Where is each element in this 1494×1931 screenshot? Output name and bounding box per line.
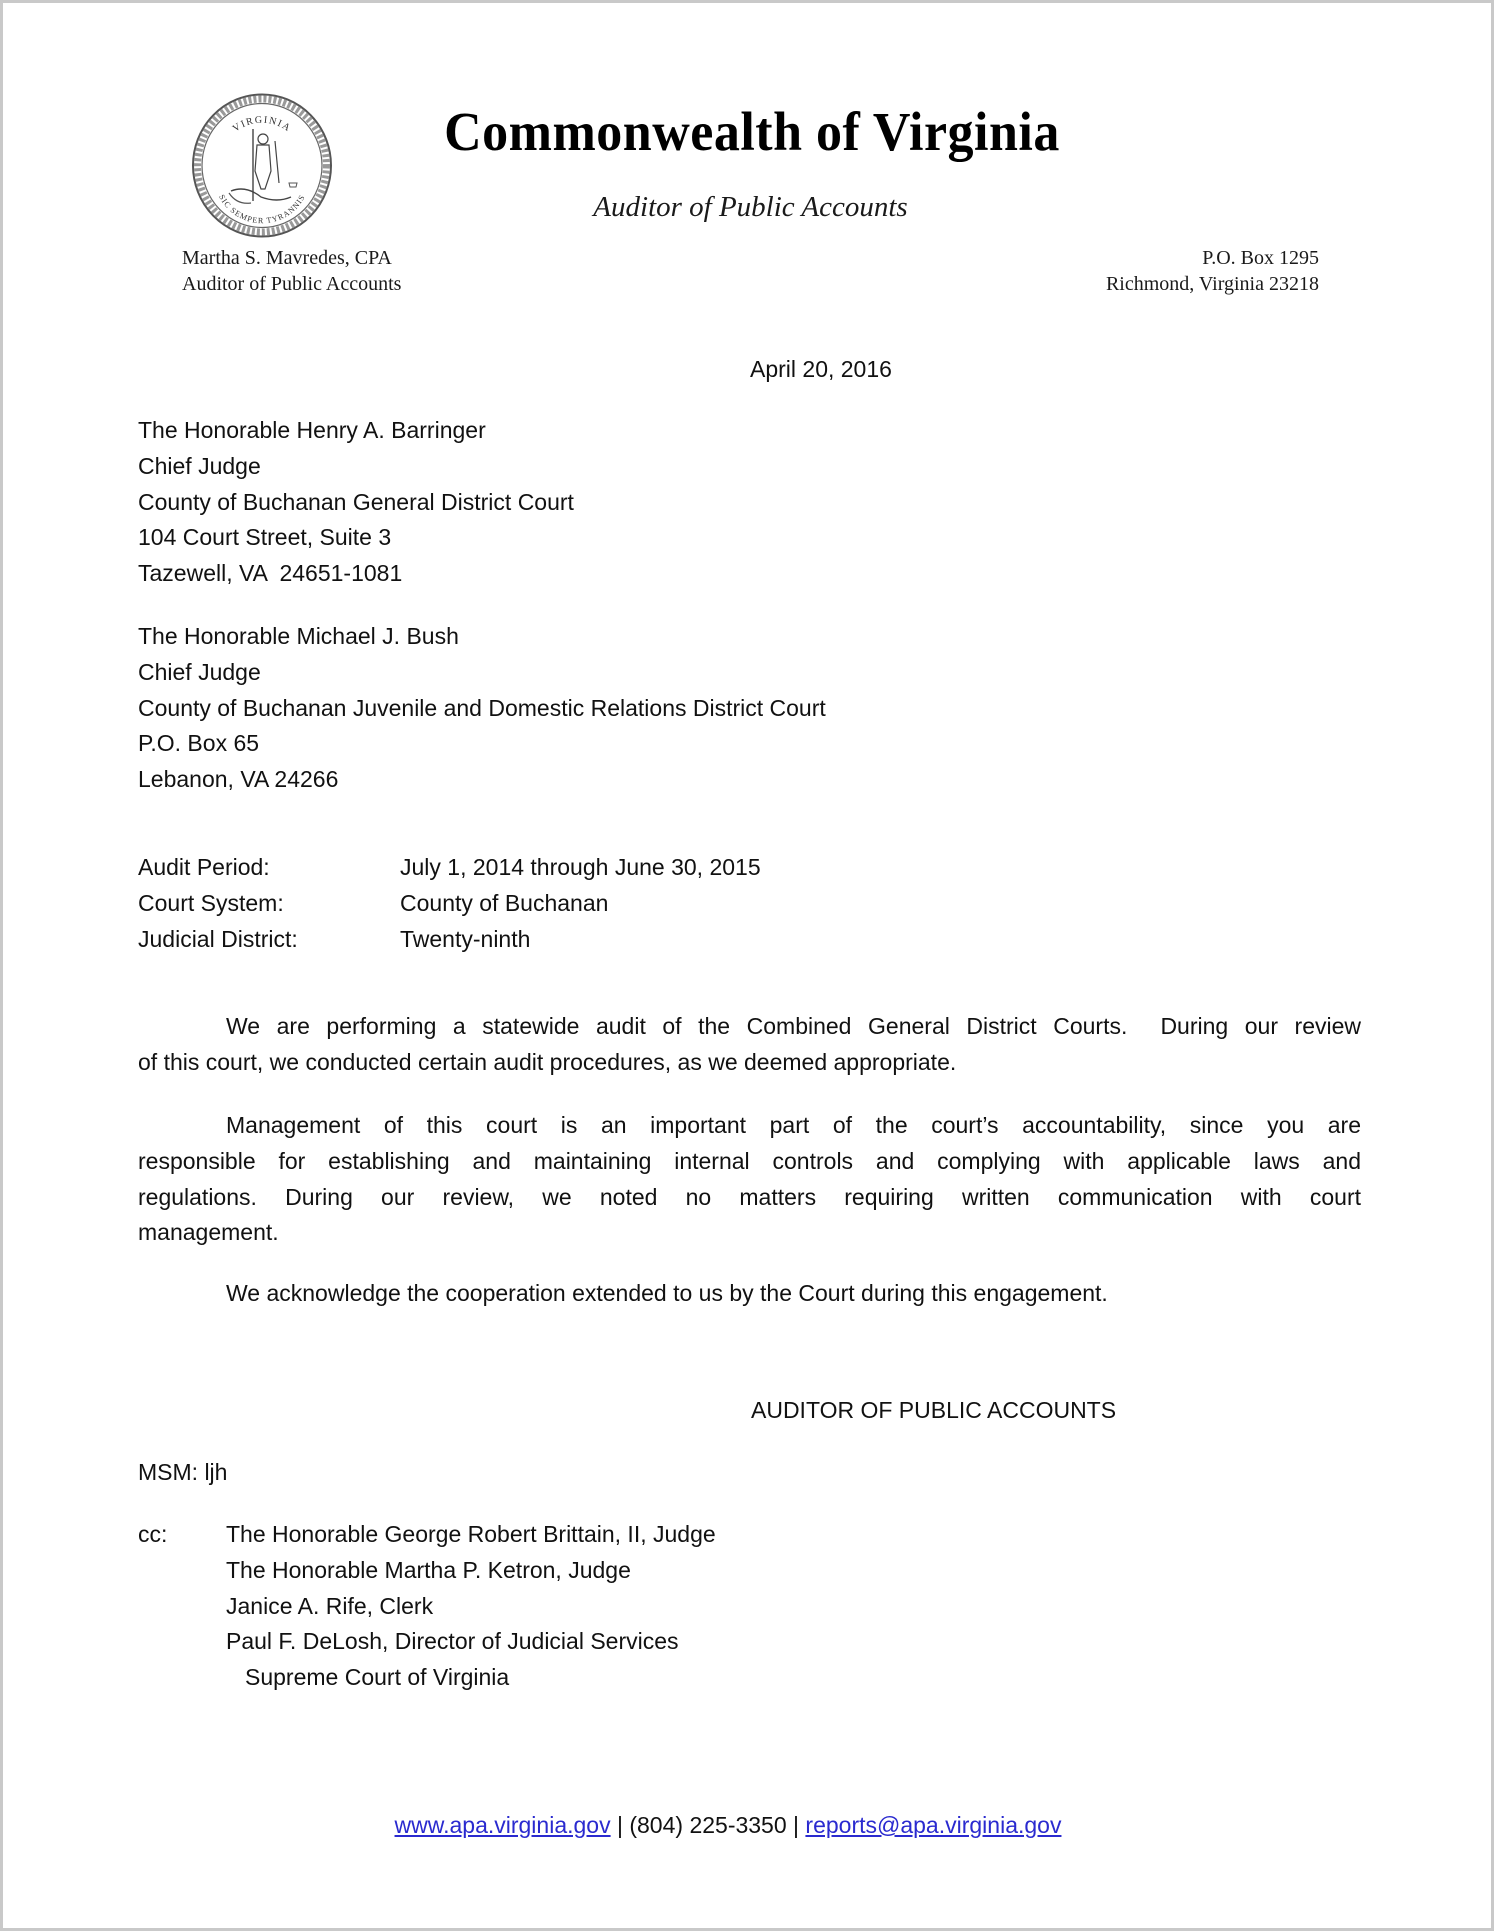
address-line: 104 Court Street, Suite 3 xyxy=(138,524,392,551)
reference-initials: MSM: ljh xyxy=(138,1459,228,1485)
city-state-zip: Richmond, Virginia 23218 xyxy=(1105,273,1319,295)
cc-recipient: Paul F. DeLosh, Director of Judicial Services xyxy=(226,1628,679,1655)
body-paragraph-1 xyxy=(138,1009,1361,1081)
body-paragraph-3 xyxy=(138,1276,1361,1312)
address-line: Chief Judge xyxy=(138,452,261,479)
cc-list xyxy=(226,1517,716,1696)
auditor-name: Martha S. Mavredes, CPA xyxy=(182,247,392,269)
letter-date: April 20, 2016 xyxy=(750,356,892,382)
address-line: Tazewell, VA 24651-1081 xyxy=(138,560,403,587)
audit-period-label: Audit Period: xyxy=(138,854,270,880)
cc-recipient: Janice A. Rife, Clerk xyxy=(226,1592,434,1619)
cc-recipient-organization: Supreme Court of Virginia xyxy=(245,1664,510,1691)
footer-separator: | xyxy=(793,1812,800,1838)
address-line: Lebanon, VA 24266 xyxy=(138,766,339,793)
letterhead-subtitle: Auditor of Public Accounts xyxy=(593,191,908,223)
paragraph-line: responsible for establishing and maintaining internal controls and complying with applicable laws and xyxy=(138,1147,1361,1174)
phone-number: (804) 225-3350 xyxy=(629,1812,787,1838)
address-line: The Honorable Michael J. Bush xyxy=(138,623,459,649)
mailing-address xyxy=(1063,245,1319,297)
virginia-seal-icon xyxy=(191,93,333,238)
paragraph-line: Management of this court is an important part of the court’s accountability, since you are xyxy=(226,1112,1361,1138)
cc-recipient: The Honorable Martha P. Ketron, Judge xyxy=(226,1556,631,1583)
auditor-block xyxy=(182,245,401,297)
paragraph-line: We are performing a statewide audit of the Combined General District Courts. During our review xyxy=(226,1013,1361,1039)
footer-contact xyxy=(236,1808,1220,1844)
recipient-address-2 xyxy=(138,619,826,798)
paragraph-line: management. xyxy=(138,1219,279,1246)
court-system-label: Court System: xyxy=(138,889,284,916)
audit-period-value: July 1, 2014 through June 30, 2015 xyxy=(400,854,761,880)
svg-text:SIC SEMPER TYRANNIS: SIC SEMPER TYRANNIS xyxy=(217,192,307,226)
email-link[interactable]: reports@apa.virginia.gov xyxy=(805,1812,1062,1838)
recipient-address-1 xyxy=(138,413,574,592)
paragraph-line: We acknowledge the cooperation extended to us by the Court during this engagement. xyxy=(226,1280,1108,1306)
address-line: The Honorable Henry A. Barringer xyxy=(138,417,486,443)
address-line: County of Buchanan Juvenile and Domestic Relations District Court xyxy=(138,694,826,721)
po-box: P.O. Box 1295 xyxy=(1202,247,1319,269)
body-paragraph-2 xyxy=(138,1108,1361,1251)
address-line: P.O. Box 65 xyxy=(138,730,260,757)
cc-label: cc: xyxy=(138,1521,168,1547)
letterhead-title: Commonwealth of Virginia xyxy=(444,102,1060,163)
court-system-value: County of Buchanan xyxy=(400,889,609,916)
paragraph-line: regulations. During our review, we noted no matters requiring written communication with court xyxy=(138,1183,1361,1210)
website-link[interactable]: www.apa.virginia.gov xyxy=(394,1812,611,1838)
cc-recipient: The Honorable George Robert Brittain, II, Judge xyxy=(226,1521,716,1547)
auditor-role: Auditor of Public Accounts xyxy=(182,273,402,295)
svg-text:VIRGINIA: VIRGINIA xyxy=(230,114,294,135)
signature-block: AUDITOR OF PUBLIC ACCOUNTS xyxy=(751,1397,1117,1423)
judicial-district-value: Twenty-ninth xyxy=(400,925,531,952)
judicial-district-label: Judicial District: xyxy=(138,925,298,952)
footer-separator: | xyxy=(616,1812,623,1838)
paragraph-line: of this court, we conducted certain audit procedures, as we deemed appropriate. xyxy=(138,1048,957,1075)
address-line: Chief Judge xyxy=(138,658,261,685)
address-line: County of Buchanan General District Court xyxy=(138,488,574,515)
